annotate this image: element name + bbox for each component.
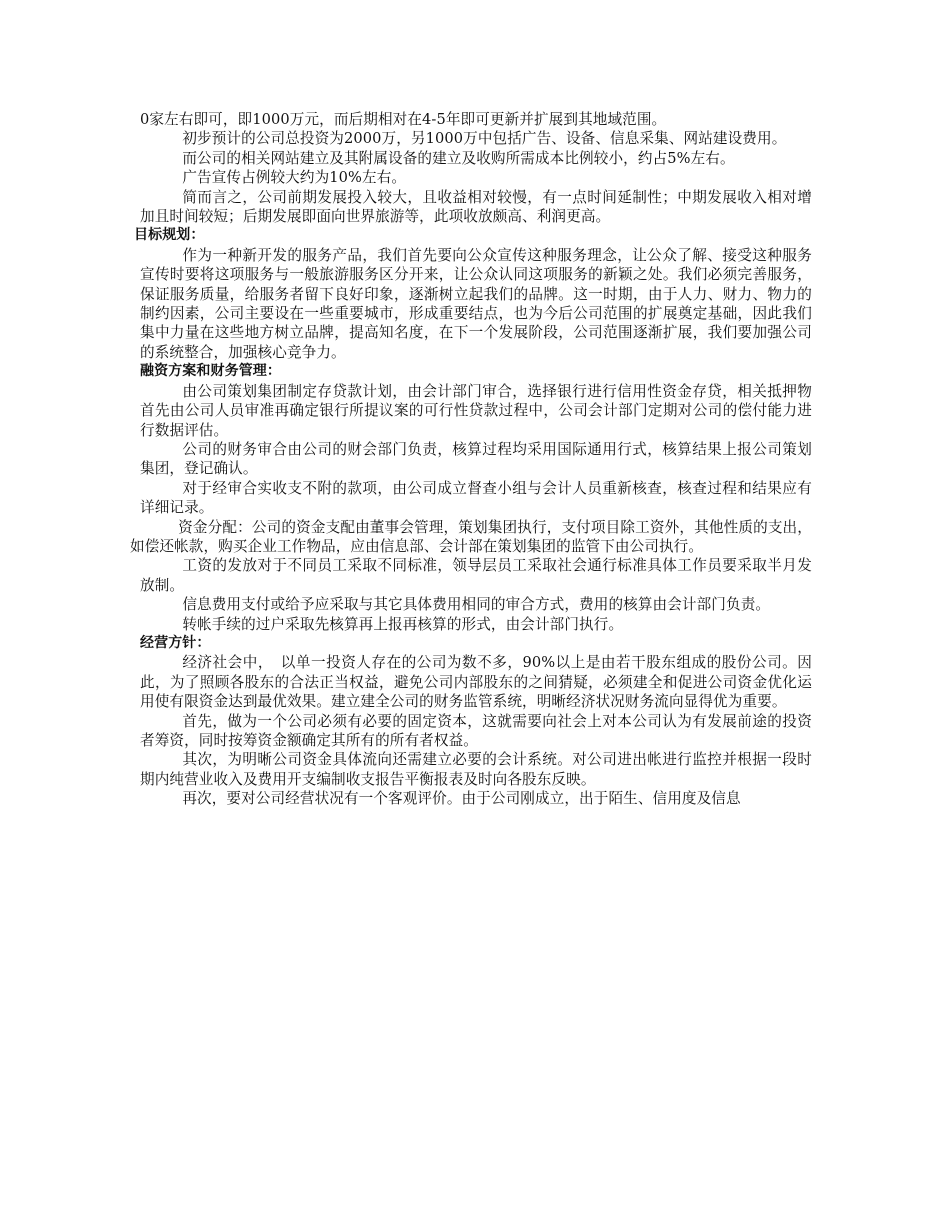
section-heading-finance: 融资方案和财务管理：: [140, 363, 281, 380]
policy-paragraph-4: 再次，要对公司经营状况有一个客观评价。由于公司刚成立，出于陌生、信用度及信息: [182, 790, 741, 808]
section-heading-policy: 经营方针：: [140, 634, 211, 651]
intro-paragraph-1: 0家左右即可，即1000万元，而后期相对在4-5年即可更新并扩展到其地域范围。: [140, 111, 667, 128]
policy-paragraph-2: 首先，做为一个公司必须有必要的固定资本，这就需要向社会上对本公司认为有发展前途的投资者筹资，同时按筹资金额确定其所有的所有者权益。: [140, 712, 812, 749]
intro-paragraph-2: 初步预计的公司总投资为2000万，另1000万中包括广告、设备、信息采集、网站建设费用。: [182, 130, 787, 148]
goal-paragraph-1: 作为一种新开发的服务产品，我们首先要向公众宣传这种服务理念，让公众了解、接受这种服务宣传时要将这项服务与一般旅游服务区分开来，让公众认同这项服务的新颖之处。我们必须完善服务，保证服务质量，给服务者留下良好印象，逐渐树立起我们的品牌。这一时期，由于人力、财力、物力的制约因素，公司主要设在一些重要城市，形成重要结点，也为今后公司范围的扩展奠定基础，因此我们集中力量在这些地方树立品牌，提高知名度，在下一个发展阶段，公司范围逐渐扩展，我们要加强公司的系统整合，加强核心竞争力。: [140, 246, 812, 361]
policy-paragraph-3: 其次，为明晰公司资金具体流向还需建立必要的会计系统。对公司进出帐进行监控并根据一段时期内纯营业收入及费用开支编制收支报告平衡报表及时向各股东反映。: [140, 751, 812, 788]
intro-paragraph-5: 简而言之，公司前期发展投入较大，且收益相对较慢，有一点时间延制性；中期发展收入相对增加且时间较短；后期发展即面向世界旅游等，此项收放颇高、利润更高。: [140, 188, 812, 226]
section-heading-goal: 目标规划：: [134, 227, 205, 244]
intro-paragraph-3: 而公司的相关网站建立及其附属设备的建立及收购所需成本比例较小，约占5%左右。: [182, 149, 735, 167]
policy-paragraph-1: 经济社会中， 以单一投资人存在的公司为数不多，90%以上是由若干股东组成的股份公司。因此，为了照顾各股东的合法正当权益，避免公司内部股东的之间猜疑，必须建全和促进公司资金优化运用使有限资金达到最优效果。建立建全公司的财务监管系统，明晰经济状况财务流向显得优为重要。: [140, 654, 812, 711]
finance-paragraph-2: 公司的财务审合由公司的财会部门负责，核算过程均采用国际通用行式，核算结果上报公司策划集团，登记确认。: [140, 440, 812, 478]
intro-paragraph-4: 广告宣传占例较大约为10%左右。: [182, 169, 407, 187]
document-page: [130, 110, 812, 809]
finance-paragraph-5: 工资的发放对于不同员工采取不同标准，领导层员工采取社会通行标准具体工作员要采取半月发放制。: [140, 557, 812, 594]
finance-paragraph-7: 转帐手续的过户采取先核算再上报再核算的形式，由会计部门执行。: [182, 615, 624, 633]
finance-paragraph-1: 由公司策划集团制定存贷款计划，由会计部门审合，选择银行进行信用性资金存贷，相关抵押物首先由公司人员审准再确定银行所提议案的可行性贷款过程中，公司会计部门定期对公司的偿付能力进行数据评估。: [140, 382, 812, 439]
finance-paragraph-3: 对于经审合实收支不附的款项，由公司成立督查小组与会计人员重新核查，核查过程和结果应有详细记录。: [140, 479, 812, 517]
finance-paragraph-fund-allocation: 资金分配：公司的资金支配由董事会管理，策划集团执行，支付项目除工资外，其他性质的支出，如偿还帐款，购买企业工作物品，应由信息部、会计部在策划集团的监管下由公司执行。: [130, 518, 812, 555]
finance-paragraph-6: 信息费用支付或给予应采取与其它具体费用相同的审合方式，费用的核算由会计部门负责。: [182, 596, 771, 614]
